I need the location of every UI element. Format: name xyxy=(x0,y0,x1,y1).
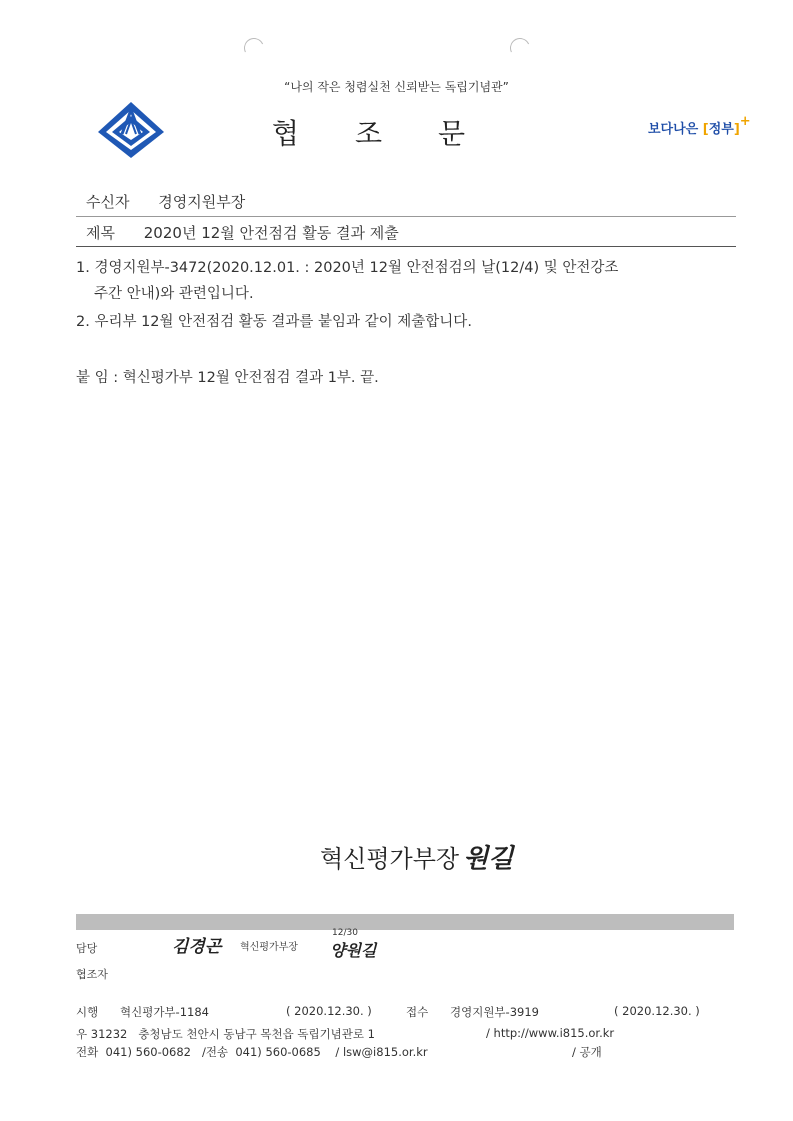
subject-value: 2020년 12월 안전점검 활동 결과 제출 xyxy=(143,224,399,242)
paragraph-1-line-1: 1. 경영지원부-3472(2020.12.01. : 2020년 12월 안전점검의 날(12/4) 및 안전강조 xyxy=(76,260,619,276)
address: 우 31232 충청남도 천안시 동남구 목천읍 독립기념관로 1 xyxy=(76,1027,375,1041)
enforce-date: ( 2020.12.30. ) xyxy=(286,1004,372,1018)
document-title: 협조문 xyxy=(271,117,522,150)
subject-row xyxy=(86,222,399,243)
divider xyxy=(76,246,736,247)
divider xyxy=(76,216,736,217)
drafter-signature: 김경곤 xyxy=(172,937,222,957)
recipient-label: 수신자 xyxy=(86,193,130,211)
disclosure: / 공개 xyxy=(572,1045,602,1059)
paragraph-1-line-2: 주간 안내)와 관련입니다. xyxy=(94,286,254,302)
approver-title: 혁신평가부장 xyxy=(240,942,298,953)
approver-date: 12/30 xyxy=(332,928,358,938)
gov-logo-prefix: 보다나은 xyxy=(648,122,699,137)
contact-line: 전화 041) 560-0682 /전송 041) 560-0685 / lsw@i815.or.kr xyxy=(76,1045,428,1059)
sender-signature: 원길 xyxy=(463,844,514,874)
recipient-value: 경영지원부장 xyxy=(158,193,246,211)
government-logo: 보다나은 [정부]+ xyxy=(648,114,751,137)
receipt-number: 경영지원부-3919 xyxy=(450,1005,539,1019)
punch-hole-right xyxy=(507,35,533,61)
receipt-label: 접수 xyxy=(406,1005,429,1019)
attachment-line: 붙 임 : 혁신평가부 12월 안전점검 결과 1부. 끝. xyxy=(76,370,379,386)
enforce-number: 혁신평가부-1184 xyxy=(120,1005,209,1019)
paragraph-2: 2. 우리부 12월 안전점검 활동 결과를 붙임과 같이 제출합니다. xyxy=(76,314,472,330)
subject-label: 제목 xyxy=(86,224,115,242)
website-link[interactable]: / http://www.i815.or.kr xyxy=(486,1026,615,1040)
punch-hole-left xyxy=(241,35,267,61)
drafter-label: 담당 xyxy=(76,942,98,955)
recipient-row xyxy=(86,191,245,212)
sender-dept: 혁신평가부장 xyxy=(320,845,460,873)
enforce-label: 시행 xyxy=(76,1005,99,1019)
slogan: “나의 작은 청렴실천 신뢰받는 독립기념관” xyxy=(284,80,509,94)
gov-logo-suffix: 정부 xyxy=(708,122,734,137)
receipt-date: ( 2020.12.30. ) xyxy=(614,1004,700,1018)
approval-band xyxy=(76,914,734,930)
approver-signature: 양원길 xyxy=(330,941,377,960)
sender-block xyxy=(320,838,513,875)
cooperator-label: 협조자 xyxy=(76,968,108,981)
